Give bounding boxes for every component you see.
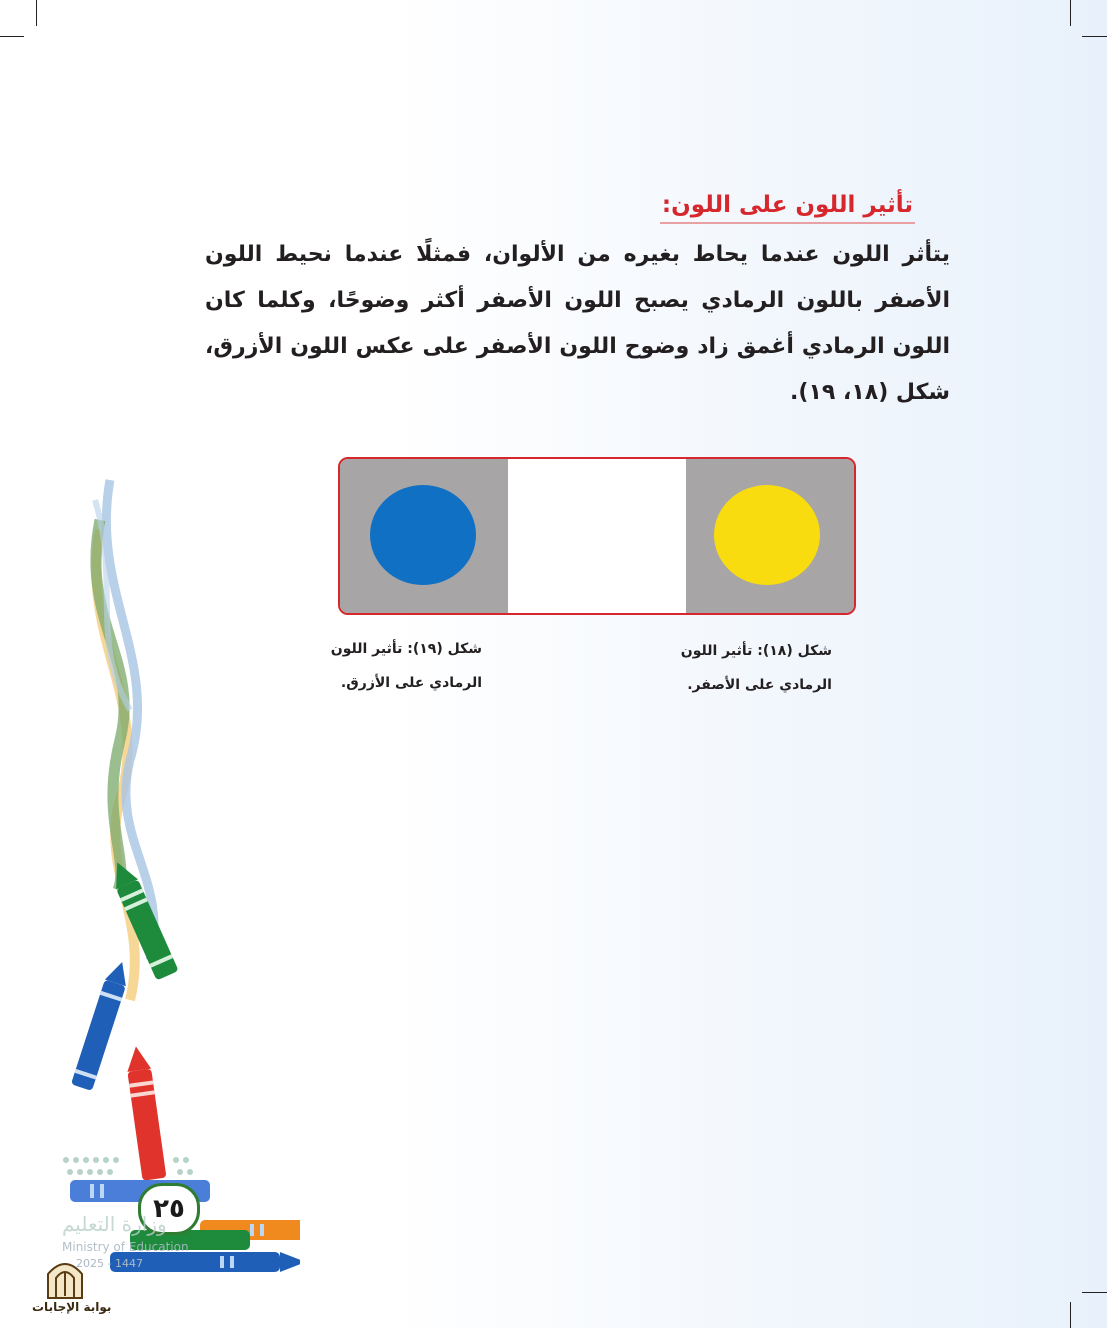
- portal-label: بوابة الإجابات: [32, 1300, 112, 1314]
- color-figure: [338, 457, 856, 615]
- caption-fig18: [632, 634, 832, 702]
- caption-fig18-line2: الرمادي على الأصفر.: [687, 677, 832, 693]
- page-number: ٢٥: [138, 1183, 200, 1235]
- section-heading: تأثير اللون على اللون:: [660, 192, 915, 224]
- crop-mark: [1070, 1302, 1071, 1328]
- ministry-watermark-ar: وزارة التعليم: [62, 1212, 167, 1236]
- crop-mark: [36, 0, 37, 26]
- blue-circle: [370, 485, 476, 585]
- ministry-watermark-year: 2025 - 1447: [76, 1257, 143, 1270]
- caption-fig19: [282, 632, 482, 700]
- crop-mark: [0, 36, 24, 37]
- body-paragraph: يتأثر اللون عندما يحاط بغيره من الألوان، فمثلًا عندما نحيط اللون الأصفر باللون الرمادي يصبح اللون الأصفر أكثر وضوحًا، وكلما كان اللون الرمادي أغمق زاد وضوح اللون الأصفر على عكس اللون الأزرق، شكل (١٨، ١٩).: [205, 242, 950, 405]
- portal-logo-icon: [44, 1256, 86, 1300]
- crop-mark: [1082, 36, 1107, 37]
- caption-fig18-line1: شكل (١٨): تأثير اللون: [680, 643, 832, 659]
- crop-mark: [1082, 1292, 1107, 1293]
- yellow-circle: [714, 485, 820, 585]
- crop-mark: [1070, 0, 1071, 26]
- caption-fig19-line1: شكل (١٩): تأثير اللون: [330, 641, 482, 657]
- ministry-watermark-en: Ministry of Education: [62, 1240, 189, 1254]
- caption-fig19-line2: الرمادي على الأزرق.: [340, 675, 482, 691]
- gray-panel-yellow: [686, 459, 854, 613]
- gray-panel-blue: [340, 459, 508, 613]
- white-panel: [508, 459, 686, 613]
